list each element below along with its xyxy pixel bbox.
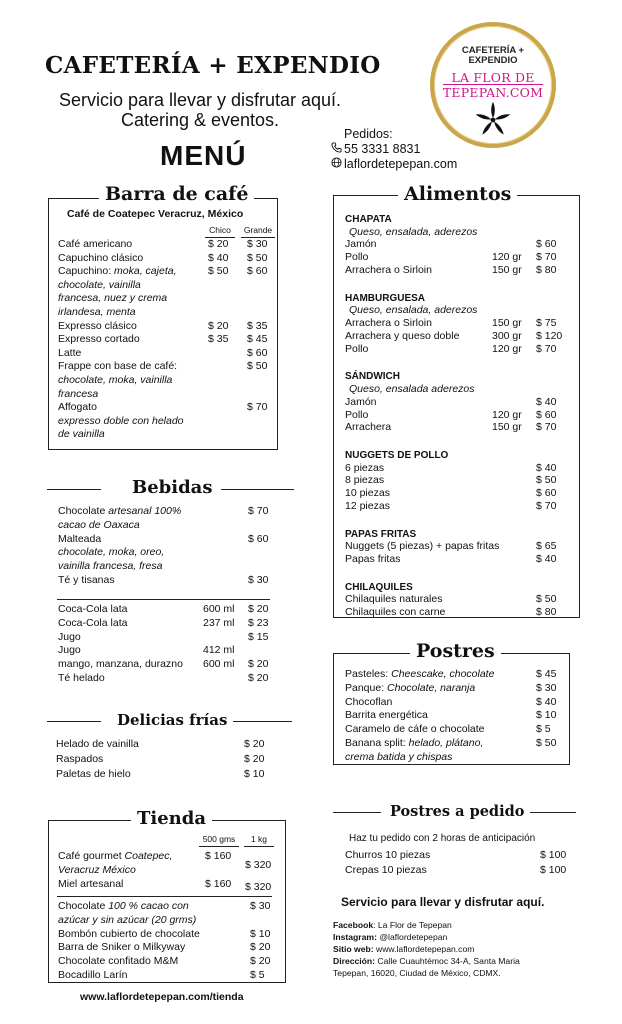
item-price: $ 40	[536, 695, 557, 708]
tienda-link[interactable]: www.laflordetepepan.com/tienda	[80, 991, 244, 1003]
item-price: $ 80	[536, 606, 557, 619]
item-label: Raspados	[56, 752, 104, 765]
item-label: Latte	[58, 346, 82, 359]
food-group-title: CHAPATA	[345, 214, 392, 225]
site-line: Sitio web: www.laflordetepepan.com	[333, 944, 475, 954]
item-detail: vainilla francesa, fresa	[58, 560, 163, 573]
item-price: $ 40	[536, 461, 557, 474]
item-price: $ 45	[536, 668, 557, 680]
item-name	[345, 343, 368, 356]
phone-icon	[331, 142, 342, 158]
globe-icon	[331, 157, 342, 173]
item-label: Malteada	[58, 532, 102, 545]
item-name	[345, 317, 432, 330]
item-label: Chilaquiles con carne	[345, 606, 446, 619]
item-name	[58, 292, 167, 305]
item-name	[58, 415, 184, 428]
item-label: Paletas de hielo	[56, 767, 131, 780]
item-detail: artesanal 100%	[108, 505, 182, 517]
item-label: Miel artesanal	[58, 878, 124, 890]
item-price: $ 70	[536, 500, 557, 512]
item-name	[345, 606, 445, 619]
item-price: $ 160	[205, 878, 232, 890]
item-price: $ 35	[247, 319, 268, 332]
item-price: $ 60	[536, 408, 557, 421]
phone-line	[331, 142, 457, 158]
item-price: $ 70	[536, 421, 557, 434]
item-price: $ 5	[250, 969, 265, 981]
item-name	[345, 751, 452, 764]
food-group-title: NUGGETS DE POLLO	[345, 450, 449, 462]
website-link[interactable]: laflordetepepan.com	[344, 157, 458, 171]
item-name	[345, 849, 430, 862]
pedido-rule-right	[528, 812, 576, 813]
bebidas-title: Bebidas	[126, 477, 218, 498]
item-label: Té helado	[58, 672, 105, 684]
item-label: Bocadillo Larín	[58, 969, 128, 981]
bebidas-rule-left	[47, 489, 101, 490]
item-name	[345, 330, 459, 343]
item-name	[58, 617, 127, 630]
item-name	[345, 238, 377, 251]
item-label: Crepas 10 piezas	[345, 863, 427, 876]
item-name	[58, 955, 178, 968]
item-detail: irlandesa, menta	[58, 306, 136, 318]
item-name	[58, 644, 81, 657]
item-detail: Cheescake, chocolate	[391, 668, 495, 680]
menu-heading: MENÚ	[160, 140, 247, 171]
item-name	[58, 333, 140, 346]
pedido-note: Haz tu pedido con 2 horas de anticipación	[349, 833, 536, 844]
item-name	[345, 421, 391, 434]
item-price: $ 60	[247, 265, 268, 278]
subtitle	[30, 90, 370, 130]
item-label: Chocolate	[58, 900, 109, 912]
item-price: 412 ml	[203, 644, 235, 657]
item-name	[345, 682, 475, 695]
item-label: Chocolate	[58, 505, 109, 517]
item-name	[58, 320, 137, 333]
food-group-title: PAPAS FRITAS	[345, 528, 417, 540]
item-label: 10 piezas	[345, 487, 390, 500]
item-price: $ 60	[248, 532, 269, 545]
item-price: 600 ml	[203, 603, 235, 615]
item-name	[56, 753, 103, 766]
item-label: Café americano	[58, 238, 133, 250]
item-label: Coca-Cola lata	[58, 603, 128, 615]
item-price: $ 20	[250, 955, 271, 968]
item-name	[345, 462, 384, 475]
item-price: $ 50	[536, 593, 557, 606]
tienda-title: Tienda	[131, 808, 212, 829]
item-name	[56, 768, 131, 781]
item-price: 600 ml	[203, 658, 235, 671]
page-title: CAFETERÍA + EXPENDIO	[45, 52, 381, 79]
item-label: Helado de vainilla	[56, 738, 139, 750]
item-price: 120 gr	[492, 342, 522, 355]
item-label: Papas fritas	[345, 553, 401, 566]
orders-info	[331, 127, 457, 173]
item-price: $ 60	[536, 238, 557, 251]
col-1kg: 1 kg	[244, 833, 274, 847]
item-label: mango, manzana, durazno	[58, 658, 183, 671]
instagram-line: Instagram: @laflordetepepan	[333, 932, 448, 942]
item-name	[58, 560, 162, 573]
item-name	[58, 279, 141, 292]
item-name	[345, 668, 494, 681]
item-label: Chilaquiles naturales	[345, 593, 443, 606]
item-price: $ 40	[208, 251, 229, 264]
item-name	[345, 553, 400, 566]
item-price: $ 40	[536, 553, 557, 566]
bebidas-rule-right	[221, 489, 294, 490]
item-price: $ 80	[536, 263, 557, 276]
item-label: Pollo	[345, 342, 369, 355]
item-label: Pasteles:	[345, 668, 392, 680]
item-price: $ 20	[208, 319, 229, 332]
item-price: $ 70	[536, 342, 557, 355]
item-label: Capuchino:	[58, 265, 115, 278]
item-price: $ 20	[248, 672, 269, 684]
item-name	[58, 969, 127, 982]
item-name	[58, 374, 172, 387]
item-name	[345, 737, 483, 750]
item-name	[58, 603, 127, 616]
item-label: Barra de Sniker o Milkyway	[58, 941, 186, 954]
item-detail: de vainilla	[58, 428, 105, 441]
delicias-rule-left	[47, 721, 101, 722]
item-name	[345, 864, 427, 877]
item-detail: francesa	[58, 387, 99, 400]
item-name	[58, 533, 101, 546]
item-price: $ 100	[540, 863, 567, 876]
item-price: $ 10	[250, 927, 271, 940]
item-name	[58, 574, 115, 587]
item-name	[58, 658, 183, 671]
item-detail: 100 % cacao con	[108, 900, 189, 912]
item-name	[345, 500, 390, 513]
item-detail: cacao de Oaxaca	[58, 518, 140, 531]
item-label: Bombón cubierto de chocolate	[58, 927, 200, 940]
item-price: $ 70	[536, 251, 557, 264]
food-group-desc: Queso, ensalada, aderezos	[349, 304, 478, 317]
item-price: 150 gr	[492, 421, 522, 434]
service-note: Servicio para llevar y disfrutar aquí.	[341, 895, 545, 909]
item-name	[345, 251, 368, 264]
item-name	[58, 401, 97, 414]
flower-icon	[474, 100, 512, 138]
item-price: 120 gr	[492, 251, 522, 264]
item-label: Té y tisanas	[58, 574, 115, 586]
col-500g: 500 gms	[199, 833, 239, 847]
item-name	[345, 723, 485, 736]
item-price: $ 5	[536, 723, 551, 736]
item-label: Jugo	[58, 630, 81, 643]
item-name	[58, 928, 200, 941]
item-name	[58, 864, 136, 877]
item-name	[58, 914, 196, 927]
subtitle-line-1: Servicio para llevar y disfrutar aquí.	[58, 90, 342, 110]
item-name	[345, 487, 390, 500]
food-group-title: HAMBURGUESA	[345, 292, 425, 304]
item-price: 300 gr	[492, 329, 522, 342]
item-price: $ 30	[536, 681, 557, 694]
item-label: Chocolate confitado M&M	[58, 955, 179, 968]
item-name	[56, 738, 139, 751]
item-price: $ 50	[247, 360, 268, 373]
logo-name: LA FLOR DE TEPEPAN.COM	[442, 70, 544, 100]
item-name	[58, 941, 185, 954]
tienda-divider	[57, 896, 272, 897]
item-price: $ 35	[208, 333, 229, 346]
item-label: Nuggets (5 piezas) + papas fritas	[345, 540, 500, 553]
alimentos-title: Alimentos	[398, 183, 517, 205]
item-label: Caramelo de cáfe o chocolate	[345, 723, 485, 736]
item-price: $ 75	[536, 317, 557, 329]
item-label: Jamón	[345, 238, 377, 251]
item-name	[58, 900, 189, 913]
item-price: $ 20	[248, 603, 269, 615]
item-price: $ 320	[245, 881, 272, 893]
item-price: $ 20	[244, 738, 265, 750]
item-label: Panque:	[345, 681, 388, 694]
pedido-title: Postres a pedido	[384, 803, 530, 820]
orders-label: Pedidos:	[344, 127, 393, 141]
item-price: $ 30	[247, 238, 268, 250]
item-label: Barrita energética	[345, 709, 428, 722]
item-label: Coca-Cola lata	[58, 616, 128, 629]
item-name	[345, 593, 442, 606]
item-price: $ 23	[248, 616, 269, 629]
delicias-title: Delicias frías	[111, 711, 233, 729]
item-detail: azúcar y sin azúcar (20 grms)	[58, 913, 197, 926]
item-price: $ 20	[244, 752, 265, 765]
item-detail: helado, plátano,	[408, 737, 484, 749]
item-label: Frappe con base de café:	[58, 360, 178, 373]
item-label: Pollo	[345, 251, 369, 264]
item-name	[58, 850, 172, 863]
item-price: $ 70	[247, 401, 268, 414]
item-label: Expresso clásico	[58, 319, 137, 332]
item-label: Affogato	[58, 401, 97, 414]
address-line-1: Dirección: Calle Cuauhtémoc 34-A, Santa Maria	[333, 956, 520, 966]
item-price: $ 15	[248, 630, 269, 643]
col-chico: Chico	[205, 224, 235, 238]
facebook-line: Facebook: La Flor de Tepepan	[333, 920, 452, 930]
item-name	[58, 252, 143, 265]
item-name	[345, 474, 384, 487]
item-detail: chocolate, moka, oreo,	[58, 546, 165, 559]
bebidas-divider	[57, 599, 270, 600]
item-price: $ 10	[244, 767, 265, 780]
item-name	[58, 388, 98, 401]
barra-title: Barra de café	[99, 183, 254, 205]
item-label: Café gourmet	[58, 850, 125, 862]
brand-logo	[430, 22, 556, 148]
item-label: 6 piezas	[345, 461, 385, 474]
item-label: Arrachera	[345, 421, 392, 434]
phone-number[interactable]: 55 3331 8831	[344, 141, 421, 156]
item-price: $ 160	[205, 850, 232, 862]
food-group-title: CHILAQUILES	[345, 581, 413, 593]
item-name	[345, 696, 392, 709]
barra-subtitle: Café de Coatepec Veracruz, México	[67, 208, 244, 220]
item-detail: crema batida y chispas	[345, 750, 453, 763]
item-name	[58, 519, 140, 532]
pedido-rule-left	[333, 812, 381, 813]
item-name	[58, 631, 81, 644]
item-price: $ 50	[247, 251, 268, 264]
item-price: $ 20	[248, 658, 269, 671]
item-price: 150 gr	[492, 317, 522, 329]
item-detail: francesa, nuez y crema	[58, 292, 168, 305]
postres-title: Postres	[410, 640, 501, 662]
col-grande: Grande	[241, 224, 275, 238]
item-label: Arrachera o Sirloin	[345, 263, 432, 276]
item-name	[58, 360, 177, 373]
item-price: $ 50	[536, 737, 557, 749]
item-price: $ 70	[248, 505, 269, 517]
item-name	[58, 347, 81, 360]
item-name	[345, 409, 368, 422]
item-price: $ 320	[245, 859, 272, 871]
subtitle-line-2: Catering & eventos.	[120, 110, 280, 130]
item-price: $ 30	[250, 900, 271, 912]
food-group-desc: Queso, ensalada, aderezos	[349, 225, 478, 238]
item-label: Banana split:	[345, 737, 409, 749]
item-price: $ 50	[536, 474, 557, 487]
item-detail: expresso doble con helado	[58, 414, 184, 427]
item-name	[58, 878, 123, 891]
website-line	[331, 157, 457, 173]
item-label: Pollo	[345, 408, 369, 421]
item-label: Jugo	[58, 644, 81, 657]
item-name	[345, 264, 432, 277]
item-name	[58, 265, 177, 278]
item-price: $ 45	[247, 333, 268, 346]
item-label: Jamón	[345, 395, 377, 408]
item-detail: chocolate, vainilla	[58, 278, 141, 291]
item-label: 8 piezas	[345, 474, 385, 487]
item-label: Churros 10 piezas	[345, 849, 431, 861]
item-name	[58, 546, 164, 559]
food-group-title: SÁNDWICH	[345, 371, 400, 383]
item-label: Capuchino clásico	[58, 251, 144, 264]
item-price: 150 gr	[492, 263, 522, 276]
item-label: Arrachera o Sirloin	[345, 317, 432, 329]
item-price: $ 60	[536, 487, 557, 500]
item-detail: moka, cajeta,	[114, 265, 177, 278]
item-name	[58, 306, 136, 319]
item-detail: Coatepec,	[124, 850, 173, 862]
item-price: $ 20	[250, 941, 271, 954]
item-detail: Veracruz México	[58, 864, 136, 876]
logo-tagline: CAFETERÍA + EXPENDIO	[461, 45, 525, 66]
item-name	[58, 505, 181, 518]
item-price: $ 30	[248, 574, 269, 586]
item-detail: chocolate, moka, vainilla	[58, 374, 173, 386]
item-name	[58, 428, 105, 441]
item-price: 120 gr	[492, 408, 522, 421]
address-line-2: Tepepan, 16020, Ciudad de México, CDMX.	[333, 968, 501, 978]
item-price: $ 120	[536, 329, 563, 342]
delicias-rule-right	[232, 721, 292, 722]
item-price: $ 60	[247, 346, 268, 359]
item-label: Expresso cortado	[58, 333, 140, 346]
item-price: 237 ml	[203, 616, 235, 629]
item-name	[58, 672, 105, 685]
item-name	[58, 238, 132, 251]
item-label: Arrachera y queso doble	[345, 329, 460, 342]
item-label: Chocoflan	[345, 695, 393, 708]
item-detail: Chocolate, naranja	[387, 681, 476, 694]
item-price: $ 10	[536, 709, 557, 722]
item-name	[345, 396, 377, 409]
item-price: $ 65	[536, 540, 557, 553]
item-price: $ 50	[208, 265, 229, 278]
food-group-desc: Queso, ensalada aderezos	[349, 382, 475, 395]
item-name	[345, 540, 499, 553]
item-price: $ 20	[208, 238, 229, 250]
item-label: 12 piezas	[345, 500, 390, 512]
item-price: $ 100	[540, 849, 567, 861]
item-price: $ 40	[536, 395, 557, 408]
item-name	[345, 709, 428, 722]
